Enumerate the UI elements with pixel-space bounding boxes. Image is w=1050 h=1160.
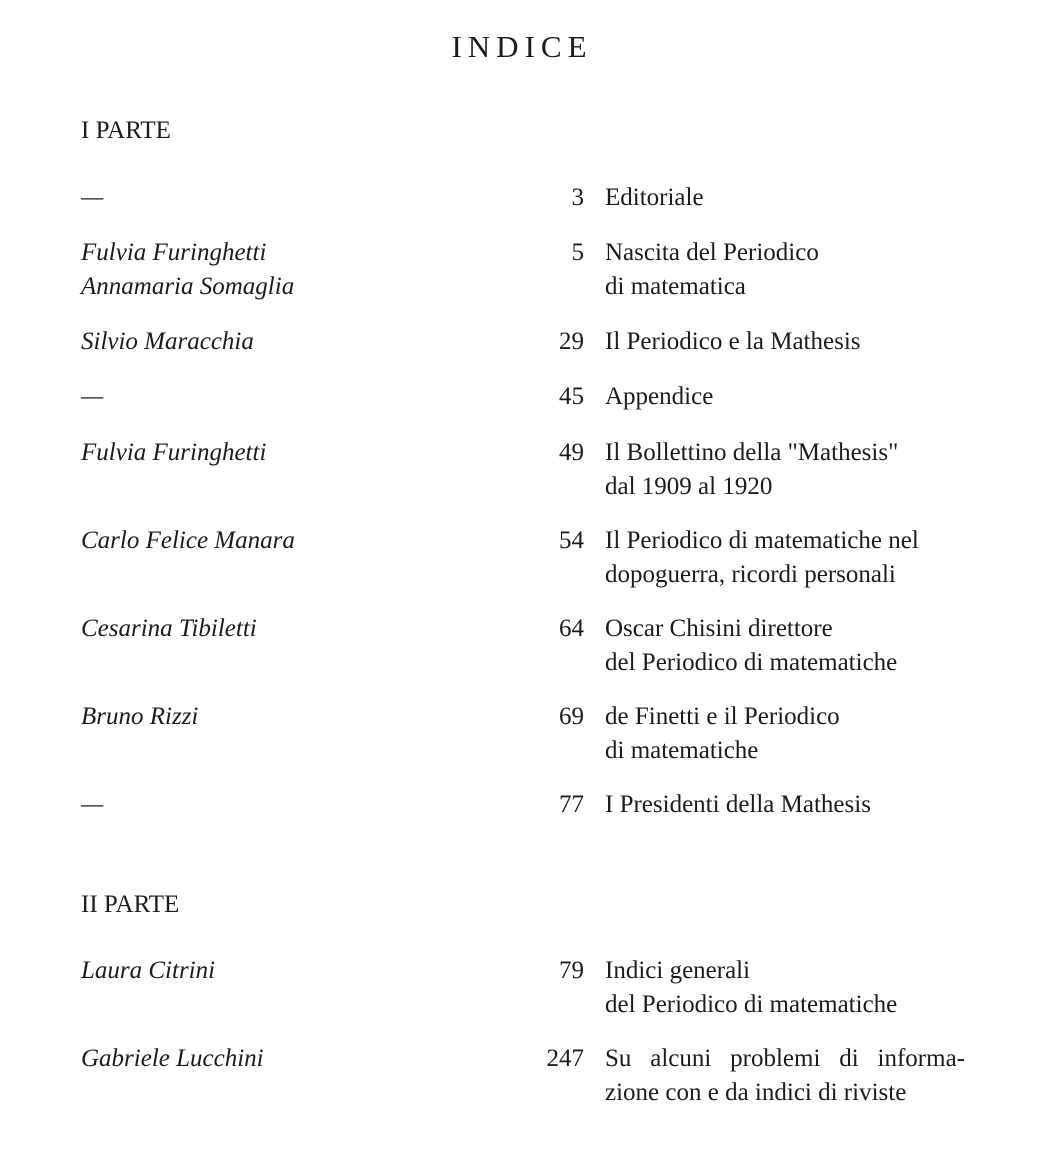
entry-author: Silvio Maracchia <box>81 328 254 355</box>
entry-page-number: 69 <box>559 703 584 730</box>
entry-page-number: 49 <box>559 439 584 466</box>
entry-page-number: 5 <box>571 239 584 266</box>
entry-title: I Presidenti della Mathesis <box>605 791 871 818</box>
entry-author: Fulvia Furinghetti <box>81 439 267 466</box>
entry-title: Il Periodico di matematiche nel dopoguerra, ricordi personali <box>605 527 919 588</box>
entry-title: Nascita del Periodico di matematica <box>605 239 819 300</box>
entry-author: — <box>81 791 104 818</box>
entry-author: — <box>81 383 104 410</box>
section-heading-part-2: II PARTE <box>81 891 180 918</box>
entry-page-number: 247 <box>546 1045 584 1072</box>
entry-author: Laura Citrini <box>81 957 216 984</box>
entry-page-number: 45 <box>559 383 584 410</box>
entry-title: Appendice <box>605 383 714 410</box>
entry-page-number: 3 <box>571 184 584 211</box>
entry-title: Oscar Chisini direttore del Periodico di matematiche <box>605 615 898 676</box>
entry-title: Su alcuni problemi di informa- zione con e da indici di riviste <box>605 1045 965 1106</box>
entry-page-number: 79 <box>559 957 584 984</box>
entry-author: Gabriele Lucchini <box>81 1045 264 1072</box>
entry-author: Cesarina Tibiletti <box>81 615 257 642</box>
entry-page-number: 64 <box>559 615 584 642</box>
entry-title: de Finetti e il Periodico di matematiche <box>605 703 840 764</box>
entry-title: Il Periodico e la Mathesis <box>605 328 861 355</box>
page-title: INDICE <box>451 29 593 64</box>
entry-author: Carlo Felice Manara <box>81 527 295 554</box>
entry-page-number: 77 <box>559 791 584 818</box>
entry-author: — <box>81 184 104 211</box>
entry-page-number: 29 <box>559 328 584 355</box>
entry-page-number: 54 <box>559 527 584 554</box>
entry-author: Bruno Rizzi <box>81 703 199 730</box>
entry-title: Il Bollettino della "Mathesis" dal 1909 al 1920 <box>605 439 899 500</box>
entry-title: Indici generali del Periodico di matematiche <box>605 957 898 1018</box>
section-heading-part-1: I PARTE <box>81 117 171 144</box>
entry-title: Editoriale <box>605 184 704 211</box>
entry-author: Fulvia Furinghetti Annamaria Somaglia <box>81 239 295 300</box>
